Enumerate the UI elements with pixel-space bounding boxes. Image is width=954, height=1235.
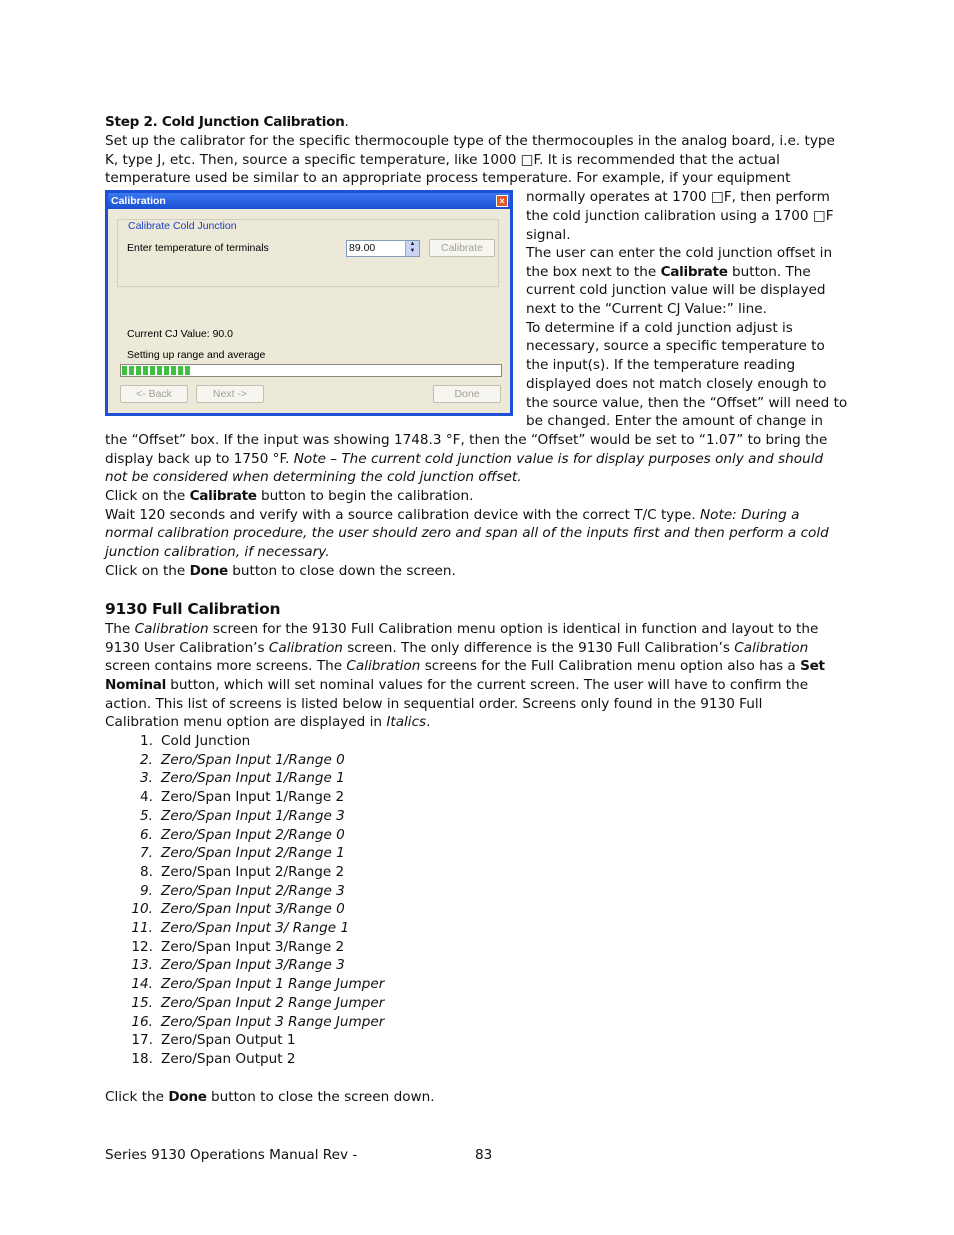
dialog-title-bar xyxy=(108,193,510,209)
back-button[interactable]: <- Back xyxy=(120,385,188,403)
progress-fill xyxy=(122,366,500,375)
paragraph-line: Click the Done button to close the screen down. xyxy=(105,1089,435,1105)
paragraph-line: the box next to the Calibrate button. The xyxy=(526,264,811,280)
list-item: 7. Zero/Span Input 2/Range 1 xyxy=(140,845,345,862)
paragraph-line: Click on the Calibrate button to begin the calibration. xyxy=(105,488,474,504)
list-item: 4. Zero/Span Input 1/Range 2 xyxy=(140,789,345,806)
paragraph-line: Set up the calibrator for the specific thermocouple type of the thermocouples in the analog board, i.e. type xyxy=(105,133,835,149)
paragraph-line: be changed. Enter the amount of change in xyxy=(526,413,823,429)
group-label: Calibrate Cold Junction xyxy=(128,220,237,232)
paragraph-line: junction calibration, if necessary. xyxy=(105,544,330,560)
spinner-icon[interactable]: ▲ ▼ xyxy=(405,241,419,256)
list-item: 14. Zero/Span Input 1 Range Jumper xyxy=(131,976,385,993)
paragraph-line: The Calibration screen for the 9130 Full Calibration menu option is identical in function and layout to the xyxy=(105,621,819,637)
paragraph-line: screen contains more screens. The Calibration screens for the Full Calibration menu option also has a Set xyxy=(105,658,825,674)
list-item: 11. Zero/Span Input 3/ Range 1 xyxy=(131,920,350,936)
list-item: 1. Cold Junction xyxy=(140,733,251,749)
progress-bar xyxy=(120,364,502,377)
paragraph-line: Wait 120 seconds and verify with a source calibration device with the correct T/C type. Note: During a xyxy=(105,507,800,523)
paragraph-line: next to the “Current CJ Value:” line. xyxy=(526,301,767,317)
paragraph-line: normal calibration procedure, the user should zero and span all of the inputs first and then perform a cold xyxy=(105,525,829,541)
paragraph-line: display back up to 1750 °F. Note – The current cold junction value is for display purposes only and should xyxy=(105,451,824,467)
list-item: 10. Zero/Span Input 3/Range 0 xyxy=(131,901,345,918)
footer-text: Series 9130 Operations Manual Rev - xyxy=(105,1147,358,1163)
paragraph-line: the “Offset” box. If the input was showing 1748.3 °F, then the “Offset” would be set to “1.07” to bring the xyxy=(105,432,828,448)
paragraph-line: temperature used be similar to an appropriate process temperature. For example, if your equipment xyxy=(105,170,791,186)
list-item: 18. Zero/Span Output 2 xyxy=(131,1050,296,1067)
paragraph-line: the cold junction calibration using a 1700 □F xyxy=(526,208,834,224)
paragraph-line: displayed does not match closely enough to xyxy=(526,376,827,392)
done-button[interactable]: Done xyxy=(433,385,501,403)
calibrate-button[interactable]: Calibrate xyxy=(429,239,495,257)
enter-temperature-label: Enter temperature of terminals xyxy=(127,242,269,254)
list-item: 9. Zero/Span Input 2/Range 3 xyxy=(140,882,345,899)
step2-heading-line: Step 2. Cold Junction Calibration. xyxy=(105,114,349,130)
temperature-value: 89.00 xyxy=(349,242,376,254)
paragraph-line: Click on the Done button to close down the screen. xyxy=(105,563,456,579)
page-number: 83 xyxy=(475,1147,493,1163)
paragraph-line: signal. xyxy=(526,227,571,243)
list-item: 12. Zero/Span Input 3/Range 2 xyxy=(131,938,345,955)
paragraph-line: Calibration menu option are displayed in Italics. xyxy=(105,714,431,730)
paragraph-line: the source value, then the “Offset” will need to xyxy=(526,395,848,411)
list-item: 17. Zero/Span Output 1 xyxy=(131,1032,296,1049)
list-item: 6. Zero/Span Input 2/Range 0 xyxy=(140,826,345,843)
paragraph-line: necessary, source a specific temperature to xyxy=(526,338,825,354)
step2-heading: Step 2. Cold Junction Calibration xyxy=(105,114,345,130)
paragraph-line: 9130 User Calibration’s Calibration screen. The only difference is the 9130 Full Calibration’s Calibration xyxy=(105,640,809,656)
next-button[interactable]: Next -> xyxy=(196,385,264,403)
temperature-input[interactable] xyxy=(346,240,420,257)
paragraph-line: To determine if a cold junction adjust is xyxy=(526,320,793,336)
paragraph-line: K, type J, etc. Then, source a specific temperature, like 1000 □F. It is recommended that the actual xyxy=(105,152,780,168)
paragraph-line: not be considered when determining the cold junction offset. xyxy=(105,469,522,485)
paragraph-line: normally operates at 1700 □F, then perform xyxy=(526,189,830,205)
paragraph-line: The user can enter the cold junction offset in xyxy=(526,245,833,261)
current-cj-value: Current CJ Value: 90.0 xyxy=(127,328,234,340)
paragraph-line: current cold junction value will be displayed xyxy=(526,282,826,298)
dialog-body xyxy=(108,209,510,413)
list-item: 13. Zero/Span Input 3/Range 3 xyxy=(131,957,345,974)
paragraph-line: Nominal button, which will set nominal values for the current screen. The user will have to confirm the xyxy=(105,677,809,693)
full-calibration-heading: 9130 Full Calibration xyxy=(105,600,281,618)
paragraph-line: the input(s). If the temperature reading xyxy=(526,357,796,373)
list-item: 3. Zero/Span Input 1/Range 1 xyxy=(140,770,345,787)
list-item: 15. Zero/Span Input 2 Range Jumper xyxy=(131,994,385,1011)
calibration-dialog xyxy=(105,190,513,416)
list-item: 5. Zero/Span Input 1/Range 3 xyxy=(140,807,345,824)
status-text: Setting up range and average xyxy=(127,349,266,361)
paragraph-line: action. This list of screens is listed below in sequential order. Screens only found in the 9130 Full xyxy=(105,696,763,712)
list-item: 16. Zero/Span Input 3 Range Jumper xyxy=(131,1013,385,1030)
list-item: 8. Zero/Span Input 2/Range 2 xyxy=(140,863,345,880)
dialog-title: Calibration xyxy=(111,195,166,207)
close-icon[interactable]: × xyxy=(496,195,508,207)
list-item: 2. Zero/Span Input 1/Range 0 xyxy=(140,751,345,768)
